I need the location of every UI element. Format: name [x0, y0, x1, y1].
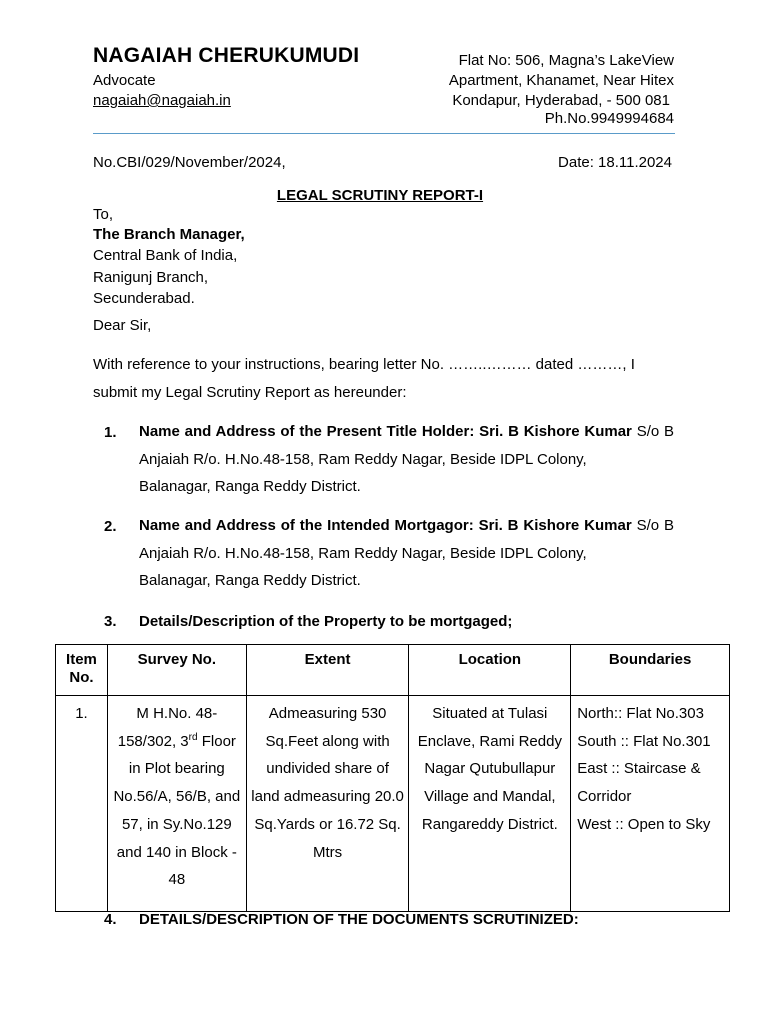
report-title: LEGAL SCRUTINY REPORT-I [276, 187, 484, 204]
item-1-paragraph [139, 418, 674, 501]
item-label: Name and Address of the Intended Mortgagor: Sri. B Kishore Kumar [139, 517, 632, 534]
table-row [56, 696, 730, 912]
item-label: Name and Address of the Present Title Holder: Sri. B Kishore Kumar [139, 423, 632, 440]
item-number: 1. [104, 424, 117, 441]
boundary-west: West :: Open to Sky [577, 815, 711, 833]
item-number: 3. [104, 613, 117, 630]
cell-boundaries [571, 696, 730, 912]
address-line-3: Kondapur, Hyderabad, - 500 081 [452, 92, 670, 109]
addressee-line-2: Ranigunj Branch, [93, 269, 209, 286]
boundary-north: North:: Flat No.303 [577, 705, 704, 722]
item-text: S/o B Anjaiah R/o. H.No.48-158, Ram Reddy Nagar, Beside IDPL Colony, [139, 423, 675, 468]
address-line-1: Flat No: 506, Magna’s LakeView [458, 52, 674, 69]
property-table [55, 644, 730, 912]
header-extent: Extent [246, 645, 409, 696]
phone-number: Ph.No.9949994684 [544, 110, 674, 127]
reference-number: No.CBI/029/November/2024, [93, 154, 286, 171]
cell-extent: Admeasuring 530 Sq.Feet along with undivided share of land admeasuring 20.0 Sq.Yards or 16.72 Sq. Mtrs [246, 696, 409, 912]
cell-survey-no [107, 696, 246, 912]
table-header-row [56, 645, 730, 696]
item-number: 2. [104, 518, 117, 535]
greeting: Dear Sir, [93, 317, 152, 334]
item-label: DETAILS/DESCRIPTION OF THE DOCUMENTS SCRUTINIZED: [139, 911, 579, 928]
report-date: Date: 18.11.2024 [558, 154, 672, 171]
header-boundaries: Boundaries [571, 645, 730, 696]
advocate-title: Advocate [93, 72, 156, 89]
advocate-email[interactable]: nagaiah@nagaiah.in [93, 92, 231, 109]
boundary-east-text: East :: Staircase & [577, 760, 701, 778]
addressee-line-1: Central Bank of India, [93, 247, 238, 264]
item-text-last: Balanagar, Ranga Reddy District. [139, 478, 361, 495]
header-divider [93, 133, 675, 134]
item-text-last: Balanagar, Ranga Reddy District. [139, 572, 361, 589]
item-text: S/o B Anjaiah R/o. H.No.48-158, Ram Reddy Nagar, Beside IDPL Colony, [139, 517, 674, 562]
item-2-paragraph [139, 512, 674, 595]
survey-text-a: M H.No. 48-158/302, 3 [117, 705, 218, 750]
cell-location: Situated at Tulasi Enclave, Rami Reddy Nagar Qutubullapur Village and Mandal, Rangareddy District. [409, 696, 571, 912]
cell-item-no: 1. [56, 696, 108, 912]
header-location: Location [409, 645, 571, 696]
intro-line-1: With reference to your instructions, bearing letter No. ……..……… dated ………, I [93, 356, 635, 373]
survey-text-b: Floor in Plot bearing No.56/A, 56/B, and 57, in Sy.No.129 and 140 in Block - 48 [113, 732, 241, 889]
header-item-no: Item No. [56, 645, 108, 696]
advocate-name: NAGAIAH CHERUKUMUDI [93, 44, 360, 67]
boundary-east-cont: Corridor [577, 788, 632, 806]
to-salutation: To, [93, 206, 114, 223]
intro-line-2: submit my Legal Scrutiny Report as hereunder: [93, 384, 407, 401]
addressee-line-3: Secunderabad. [93, 290, 195, 307]
item-number: 4. [104, 911, 117, 928]
addressee-title: The Branch Manager, [93, 226, 245, 243]
address-line-2: Apartment, Khanamet, Near Hitex [448, 72, 674, 89]
item-label: Details/Description of the Property to be mortgaged; [139, 613, 513, 630]
boundary-east [577, 755, 725, 783]
survey-superscript: rd [188, 731, 198, 743]
boundary-south: South :: Flat No.301 [577, 732, 711, 750]
header-survey-no: Survey No. [107, 645, 246, 696]
